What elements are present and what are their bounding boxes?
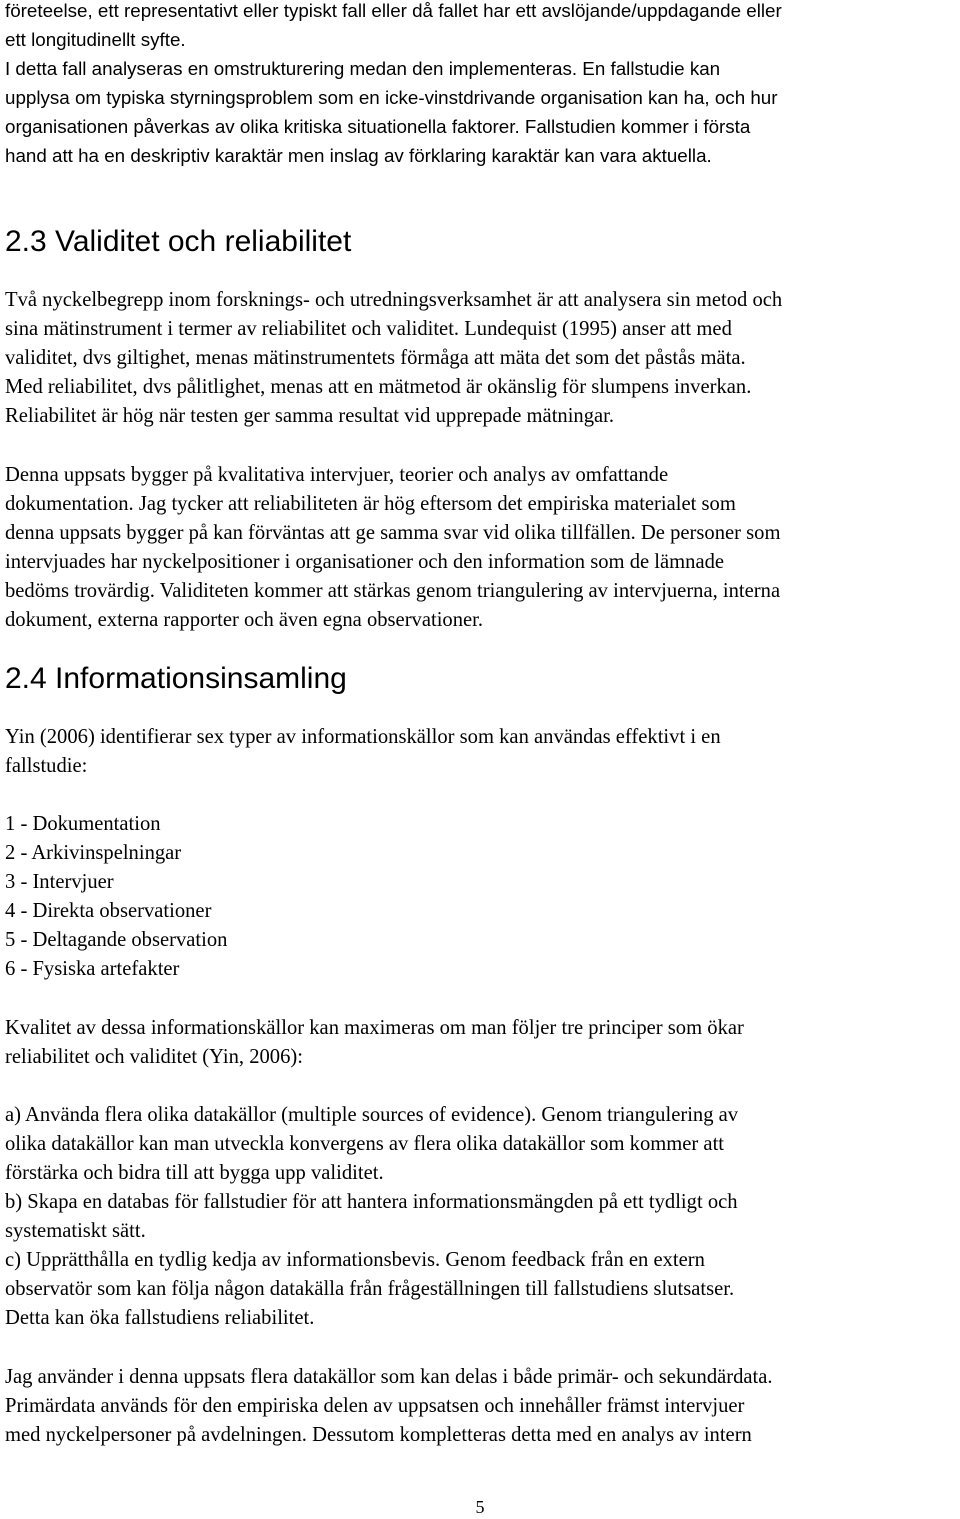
text-line: c) Upprätthålla en tydlig kedja av informationsbevis. Genom feedback från en extern: [5, 1249, 705, 1271]
section-heading-2-3: 2.3 Validitet och reliabilitet: [5, 225, 352, 258]
reliability-paragraph-2: [5, 461, 780, 635]
text-line: Yin (2006) identifierar sex typer av informationskällor som kan användas effektivt i en: [5, 726, 721, 748]
text-line: I detta fall analyseras en omstrukturering medan den implementeras. En fallstudie kan: [5, 58, 721, 79]
reliability-paragraph-1: [5, 286, 782, 431]
text-line: Med reliabilitet, dvs pålitlighet, menas att en mätmetod är okänslig för slumpens inverkan.: [5, 376, 752, 398]
text-line: dokumentation. Jag tycker att reliabiliteten är hög eftersom det empiriska materialet som: [5, 493, 736, 515]
text-line: Reliabilitet är hög när testen ger samma resultat vid upprepade mätningar.: [5, 405, 615, 427]
principles-paragraph: [5, 1101, 738, 1333]
information-sources-intro: [5, 723, 721, 781]
page-number: 5: [475, 1497, 485, 1517]
text-line: Jag använder i denna uppsats flera datakällor som kan delas i både primär- och sekundärdata.: [5, 1366, 773, 1388]
list-item: 5 - Deltagande observation: [5, 929, 228, 951]
text-line: olika datakällor kan man utveckla konvergens av flera olika datakällor som kommer att: [5, 1133, 725, 1155]
text-line: upplysa om typiska styrningsproblem som en icke-vinstdrivande organisation kan ha, och hur: [5, 87, 778, 108]
text-line: systematiskt sätt.: [5, 1220, 146, 1242]
quality-paragraph: [5, 1014, 744, 1072]
list-item: 6 - Fysiska artefakter: [5, 958, 180, 980]
text-line: bedöms trovärdig. Validiteten kommer att stärkas genom triangulering av intervjuerna, interna: [5, 580, 781, 602]
text-line: företeelse, ett representativt eller typiskt fall eller då fallet har ett avslöjande/uppdagande eller: [5, 0, 782, 21]
text-line: b) Skapa en databas för fallstudier för att hantera informationsmängden på ett tydligt och: [5, 1191, 738, 1213]
text-line: Två nyckelbegrepp inom forsknings- och utredningsverksamhet är att analysera sin metod och: [5, 289, 783, 311]
text-line: Detta kan öka fallstudiens reliabilitet.: [5, 1307, 315, 1329]
text-line: denna uppsats bygger på kan förväntas att ge samma svar vid olika tillfällen. De personer som: [5, 522, 781, 544]
text-line: observatör som kan följa någon datakälla från frågeställningen till fallstudiens slutsatser.: [5, 1278, 735, 1300]
text-line: hand att ha en deskriptiv karaktär men inslag av förklaring karaktär kan vara aktuella.: [5, 145, 712, 166]
text-line: organisationen påverkas av olika kritiska situationella faktorer. Fallstudien kommer i första: [5, 116, 751, 137]
text-line: med nyckelpersoner på avdelningen. Dessutom kompletteras detta med en analys av intern: [5, 1424, 752, 1446]
list-item: 1 - Dokumentation: [5, 813, 161, 835]
list-item: 3 - Intervjuer: [5, 871, 114, 893]
text-line: sina mätinstrument i termer av reliabilitet och validitet. Lundequist (1995) anser att med: [5, 318, 732, 340]
text-line: reliabilitet och validitet (Yin, 2006):: [5, 1046, 303, 1068]
section-heading-2-4: 2.4 Informationsinsamling: [5, 662, 347, 695]
text-line: dokument, externa rapporter och även egna observationer.: [5, 609, 484, 631]
text-line: fallstudie:: [5, 755, 88, 777]
text-line: intervjuades har nyckelpositioner i organisationer och den information som de lämnade: [5, 551, 725, 573]
text-line: Denna uppsats bygger på kvalitativa intervjuer, teorier och analys av omfattande: [5, 464, 669, 486]
text-line: validitet, dvs giltighet, menas mätinstrumentets förmåga att mäta det som det påstås mäta.: [5, 347, 746, 369]
text-line: Kvalitet av dessa informationskällor kan maximeras om man följer tre principer som ökar: [5, 1017, 744, 1039]
list-item: 4 - Direkta observationer: [5, 900, 212, 922]
data-sources-paragraph: [5, 1363, 773, 1450]
intro-paragraph-1: [5, 0, 782, 54]
information-sources-list: [5, 810, 227, 984]
text-line: ett longitudinellt syfte.: [5, 29, 186, 50]
intro-paragraph-2: [5, 54, 778, 170]
text-line: a) Använda flera olika datakällor (multiple sources of evidence). Genom triangulering av: [5, 1104, 739, 1126]
text-line: förstärka och bidra till att bygga upp validitet.: [5, 1162, 384, 1184]
text-line: Primärdata används för den empiriska delen av uppsatsen och innehåller främst intervjuer: [5, 1395, 745, 1417]
list-item: 2 - Arkivinspelningar: [5, 842, 182, 864]
